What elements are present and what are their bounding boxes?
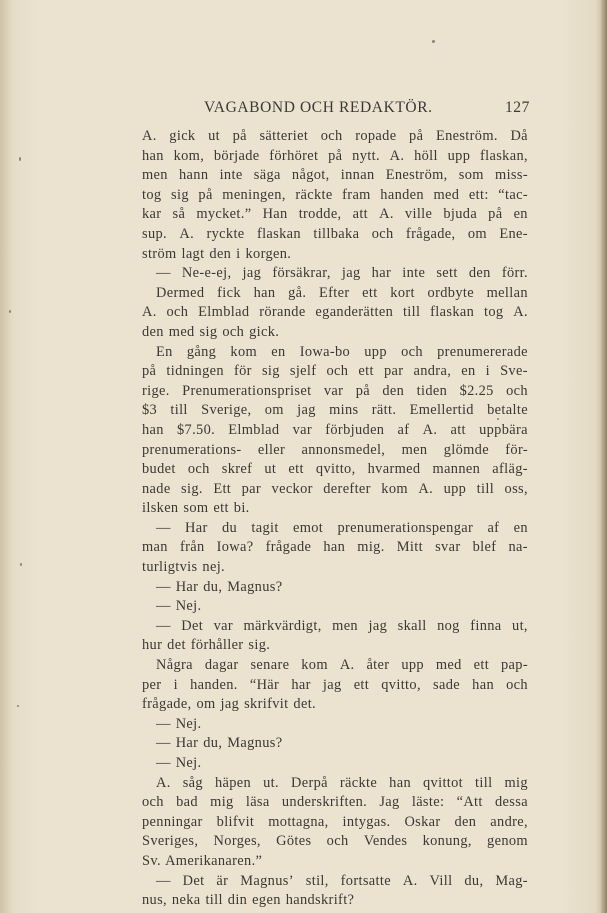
text-line: — Har du tagit emot prenumerationspengar af en [156,519,528,536]
text-line: sup. A. ryckte flaskan tillbaka och frågade, om Ene- [142,225,528,242]
text-line: nade sig. Ett par veckor derefter kom A. upp till oss, [142,480,528,497]
text-line: $3 till Sverige, om jag mins rätt. Emellertid betalte [142,402,528,419]
text-line: och bad mig läsa underskriften. Jag läste: “Att dessa [142,794,528,811]
text-line: — Det var märkvärdigt, men jag skall nog finna ut, [156,617,528,634]
text-line: ström lagt den i korgen. [142,245,292,262]
text-line: — Nej. [156,598,202,615]
page-edge-right [601,0,607,913]
page-number: 127 [504,99,530,116]
body-text [142,127,528,911]
text-line: den med sig och gick. [142,323,280,340]
text-line: Dermed fick han gå. Efter ett kort ordbyte mellan [156,284,528,301]
text-line: rige. Prenumerationspriset var på den tiden $2.25 och [142,382,528,399]
text-line: per i handen. “Här har jag ett qvitto, sade han och [142,676,528,693]
text-line: — Nej. [156,715,202,732]
text-line: — Har du, Magnus? [156,735,283,752]
text-line: man från Iowa? frågade han mig. Mitt svar blef na- [142,539,528,556]
running-header [140,99,530,123]
text-line: — Det är Magnus’ stil, fortsatte A. Vill du, Mag- [156,872,528,889]
text-line: — Nej. [156,755,202,771]
text-line: penningar blifvit mottagna, intygas. Oskar den andre, [142,813,528,830]
text-line: — Har du, Magnus? [156,578,283,595]
text-line: hur det förhåller sig. [142,637,271,654]
text-line: — Ne-e-ej, jag försäkrar, jag har inte sett den förr. [156,265,528,282]
text-line: tog sig på meningen, räckte fram handen med ett: “tac- [142,186,528,203]
text-line: A. gick ut på sätteriet och ropade på Eneström. Då [142,128,528,144]
page-gutter-left [0,0,10,913]
text-line: Sveriges, Norges, Götes och Vendes konung, genom [142,833,528,850]
text-line: på tidningen för sig sjelf och ett par andra, en i Sve- [142,363,528,380]
text-line: kar så mycket.” Han trodde, att A. ville bjuda på en [142,206,528,223]
text-line: Sv. Amerikanaren.” [142,852,263,869]
text-line: En gång kom en Iowa-bo upp och prenumererade [156,343,528,360]
text-line: turligtvis nej. [142,559,225,576]
text-line: ilsken som ett bi. [142,500,250,517]
text-line: han kom, började förhöret på nytt. A. höll upp flaskan, [142,147,528,164]
text-line: Några dagar senare kom A. åter upp med ett pap- [156,657,528,674]
text-line: prenumerations- eller annonsmedel, men glömde för- [142,441,528,458]
text-line: men hann inte säga något, innan Eneström, som miss- [142,167,528,184]
text-line: nus, neka till din egen handskrift? [142,892,355,909]
text-line: budet och skref ut ett qvitto, hvarmed mannen afläg- [142,461,528,478]
text-line: han $7.50. Elmblad var förbjuden af A. att uppbära [142,421,528,438]
text-line: frågade, om jag skrifvit det. [142,696,316,713]
running-title: VAGABOND OCH REDAKTÖR. [204,99,433,116]
text-line: A. och Elmblad rörande eganderätten till flaskan tog A. [142,304,528,321]
text-line: A. såg häpen ut. Derpå räckte han qvittot till mig [156,774,528,791]
